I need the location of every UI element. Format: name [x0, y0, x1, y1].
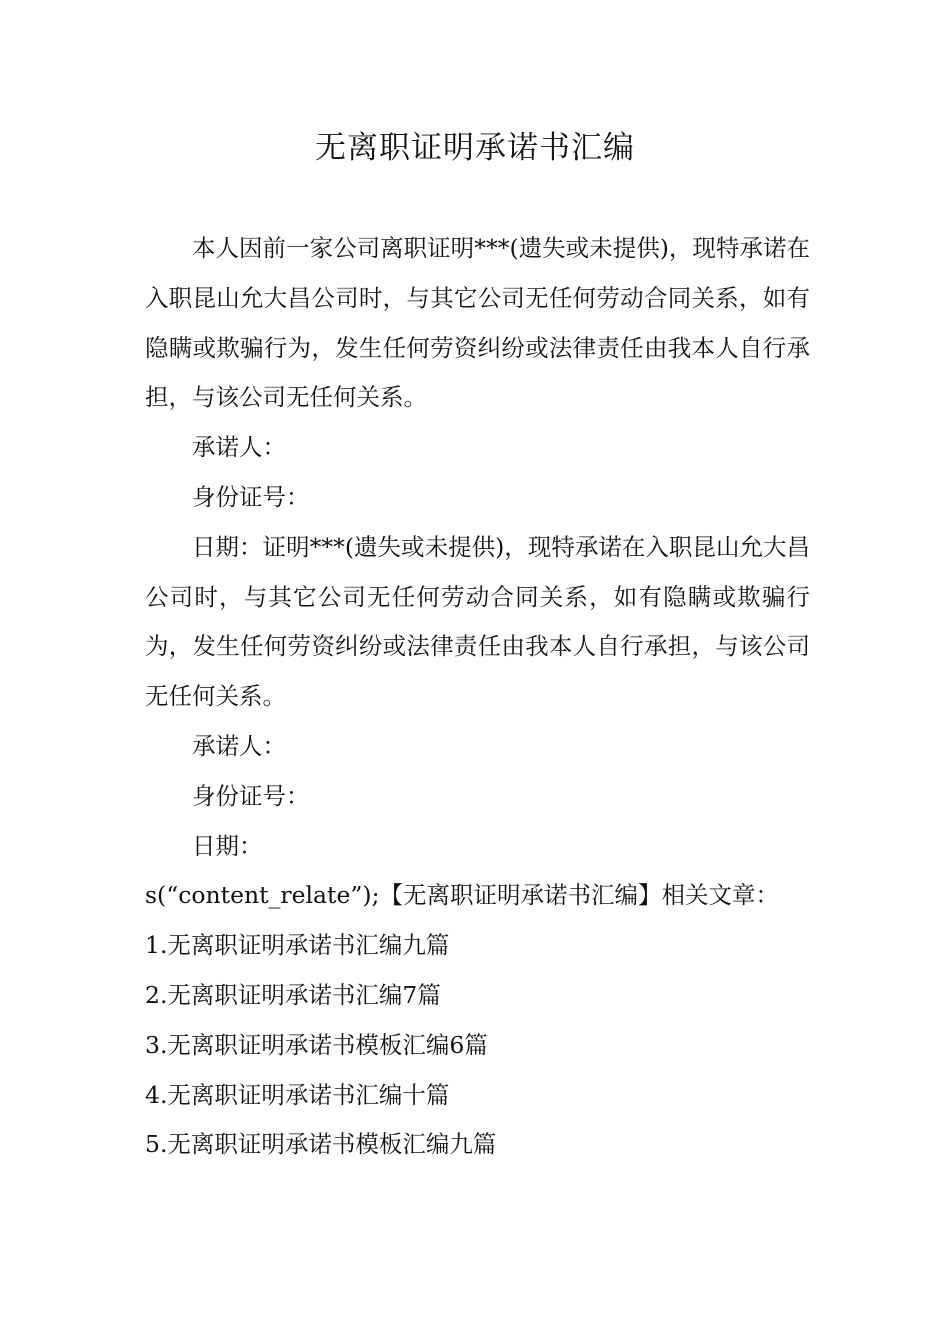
- related-article-link[interactable]: 3.无离职证明承诺书模板汇编6篇: [145, 1030, 488, 1059]
- related-article-link[interactable]: 1.无离职证明承诺书汇编九篇: [145, 931, 450, 960]
- promisor-label-2: 承诺人：: [192, 731, 286, 760]
- commitment-paragraph: 本人因前一家公司离职证明***(遗失或未提供)，现特承诺在入职昆山允大昌公司时，与其它公司无任何劳动合同关系，如有隐瞒或欺骗行为，发生任何劳资纠纷或法律责任由我本人自行承担，与该公司无任何关系。: [145, 234, 810, 412]
- id-number-label: 身份证号：: [192, 482, 310, 511]
- promisor-label: 承诺人：: [192, 433, 286, 462]
- related-article-link[interactable]: 4.无离职证明承诺书汇编十篇: [145, 1080, 450, 1109]
- related-heading: s(“content_relate”);【无离职证明承诺书汇编】相关文章：: [145, 881, 779, 910]
- related-article-link[interactable]: 5.无离职证明承诺书模板汇编九篇: [145, 1130, 497, 1159]
- related-articles-list: [145, 921, 810, 1170]
- related-article-link[interactable]: 2.无离职证明承诺书汇编7篇: [145, 980, 441, 1009]
- date-paragraph: 日期：证明***(遗失或未提供)，现特承诺在入职昆山允大昌公司时，与其它公司无任何劳动合同关系，如有隐瞒或欺骗行为，发生任何劳资纠纷或法律责任由我本人自行承担，与该公司无任何关系。: [145, 532, 810, 711]
- date-label: 日期：: [192, 831, 263, 860]
- document-title: 无离职证明承诺书汇编: [315, 130, 635, 166]
- document-body: [145, 224, 810, 1170]
- id-number-label-2: 身份证号：: [192, 781, 310, 810]
